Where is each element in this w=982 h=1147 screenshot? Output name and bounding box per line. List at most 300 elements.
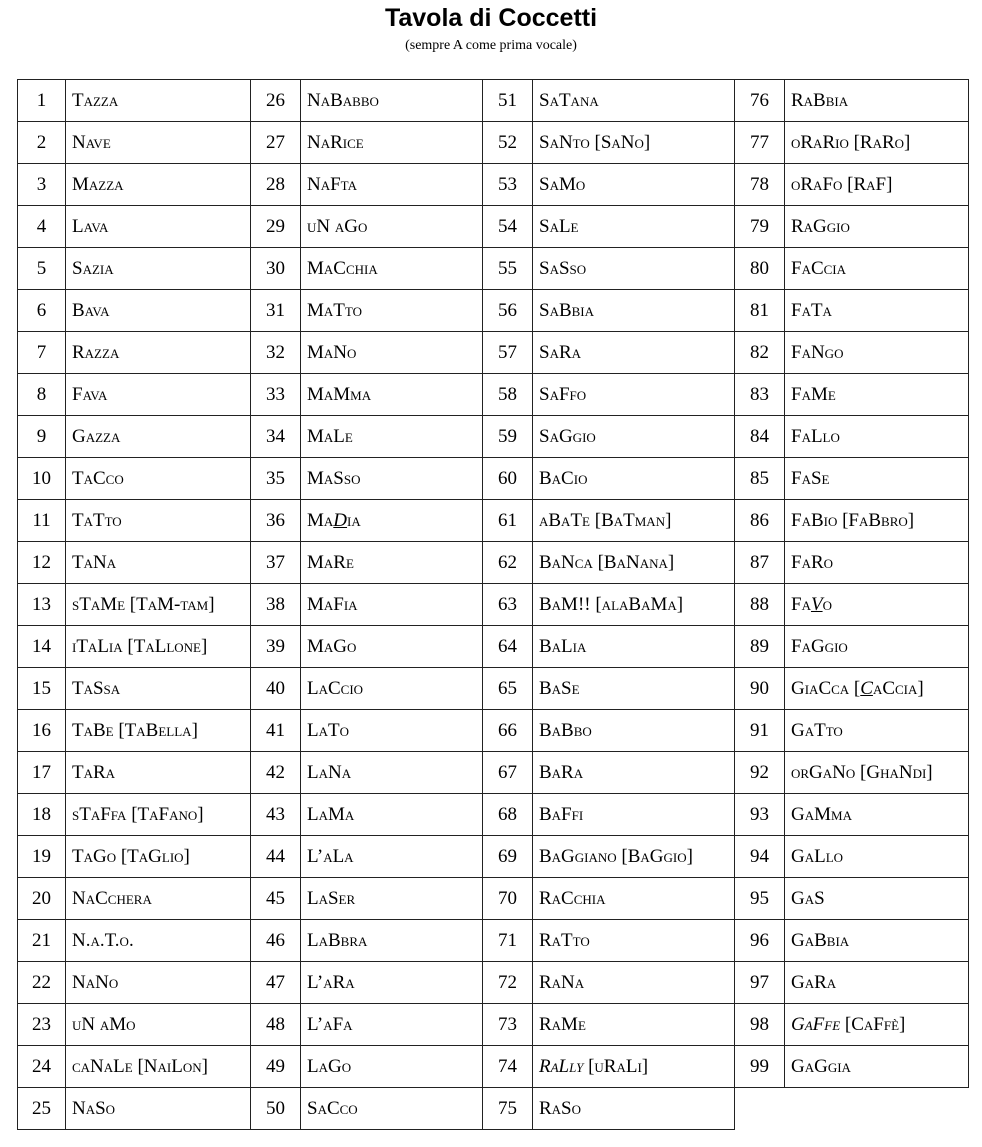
entry-word — [66, 122, 251, 164]
word-segment: LaMa — [307, 803, 355, 825]
entry-word — [785, 500, 969, 542]
entry-word — [301, 710, 483, 752]
word-segment: TaGo [TaGlio] — [72, 845, 190, 867]
entry-number: 29 — [251, 206, 301, 248]
word-segment: FaNgo — [791, 341, 844, 363]
entry-number: 19 — [18, 836, 66, 878]
entry-word — [785, 836, 969, 878]
entry-number: 50 — [251, 1088, 301, 1130]
entry-number: 26 — [251, 80, 301, 122]
entry-word — [533, 206, 735, 248]
word-segment: N.a.T.o. — [72, 929, 134, 951]
table-row — [18, 584, 969, 626]
entry-number: 52 — [483, 122, 533, 164]
entry-number: 89 — [735, 626, 785, 668]
entry-word — [785, 668, 969, 710]
entry-number: 59 — [483, 416, 533, 458]
word-segment: aCcia] — [872, 677, 924, 699]
entry-number: 95 — [735, 878, 785, 920]
word-segment: V — [810, 593, 823, 615]
word-segment: LaTo — [307, 719, 349, 741]
table-row — [18, 962, 969, 1004]
entry-word — [301, 962, 483, 1004]
entry-word — [785, 416, 969, 458]
entry-word — [785, 206, 969, 248]
word-segment: MaNo — [307, 341, 357, 363]
word-segment: Ma — [307, 509, 334, 531]
entry-word — [66, 206, 251, 248]
word-segment: GaBbia — [791, 929, 850, 951]
word-segment: TaRa — [72, 761, 116, 783]
entry-word — [66, 1004, 251, 1046]
word-segment: BaFfi — [539, 803, 584, 825]
word-segment: uN aMo — [72, 1013, 136, 1035]
entry-number: 17 — [18, 752, 66, 794]
word-segment: Fava — [72, 383, 108, 405]
entry-word — [301, 1088, 483, 1130]
entry-word — [785, 794, 969, 836]
table-row — [18, 542, 969, 584]
word-segment: FaTa — [791, 299, 832, 321]
entry-word — [66, 962, 251, 1004]
entry-word — [301, 290, 483, 332]
word-segment: FaBio [FaBbro] — [791, 509, 915, 531]
entry-number: 68 — [483, 794, 533, 836]
entry-number: 28 — [251, 164, 301, 206]
word-segment: sTaFfa [TaFano] — [72, 803, 204, 825]
table-row — [18, 122, 969, 164]
table-row — [18, 1004, 969, 1046]
entry-word — [533, 542, 735, 584]
entry-word — [533, 584, 735, 626]
coccetti-table — [17, 79, 969, 1130]
entry-number: 83 — [735, 374, 785, 416]
word-segment: GaS — [791, 887, 825, 909]
word-segment: LaGo — [307, 1055, 352, 1077]
word-segment: SaGgio — [539, 425, 596, 447]
word-segment: TaSsa — [72, 677, 121, 699]
word-segment: ia — [347, 509, 361, 531]
entry-word — [533, 878, 735, 920]
entry-word — [785, 962, 969, 1004]
empty-cell — [785, 1088, 969, 1130]
entry-word — [66, 584, 251, 626]
entry-number: 81 — [735, 290, 785, 332]
word-segment: TaCco — [72, 467, 124, 489]
table-row — [18, 374, 969, 416]
entry-number: 34 — [251, 416, 301, 458]
entry-word — [785, 122, 969, 164]
entry-word — [785, 248, 969, 290]
entry-number: 60 — [483, 458, 533, 500]
entry-word — [533, 122, 735, 164]
entry-number: 42 — [251, 752, 301, 794]
word-segment: aBaTe [BaTman] — [539, 509, 672, 531]
entry-word — [66, 794, 251, 836]
entry-number: 64 — [483, 626, 533, 668]
entry-number: 16 — [18, 710, 66, 752]
entry-number: 40 — [251, 668, 301, 710]
entry-number: 70 — [483, 878, 533, 920]
entry-number: 78 — [735, 164, 785, 206]
word-segment: MaMma — [307, 383, 372, 405]
entry-word — [533, 164, 735, 206]
table-row — [18, 248, 969, 290]
entry-word — [533, 374, 735, 416]
entry-word — [66, 332, 251, 374]
entry-number: 10 — [18, 458, 66, 500]
entry-word — [785, 710, 969, 752]
entry-number: 30 — [251, 248, 301, 290]
entry-word — [301, 1004, 483, 1046]
word-segment: TaBe [TaBella] — [72, 719, 198, 741]
entry-number: 87 — [735, 542, 785, 584]
word-segment: MaCchia — [307, 257, 378, 279]
entry-word — [785, 1046, 969, 1088]
word-segment: Tazza — [72, 89, 119, 111]
entry-word — [301, 584, 483, 626]
entry-number: 38 — [251, 584, 301, 626]
word-segment: MaTto — [307, 299, 362, 321]
table-body — [18, 80, 969, 1130]
word-segment: NaRice — [307, 131, 364, 153]
entry-number: 23 — [18, 1004, 66, 1046]
entry-word — [301, 542, 483, 584]
word-segment: SaFfo — [539, 383, 587, 405]
entry-number: 56 — [483, 290, 533, 332]
entry-word — [301, 122, 483, 164]
entry-word — [66, 164, 251, 206]
table-row — [18, 626, 969, 668]
entry-number: 80 — [735, 248, 785, 290]
word-segment: uN aGo — [307, 215, 368, 237]
word-segment: SaTana — [539, 89, 599, 111]
word-segment: FaLlo — [791, 425, 840, 447]
entry-word — [66, 80, 251, 122]
word-segment: FaRo — [791, 551, 834, 573]
word-segment: MaRe — [307, 551, 354, 573]
entry-number: 92 — [735, 752, 785, 794]
word-segment: MaSso — [307, 467, 361, 489]
entry-word — [785, 80, 969, 122]
entry-word — [533, 752, 735, 794]
entry-word — [66, 458, 251, 500]
table-row — [18, 710, 969, 752]
word-segment: TaTto — [72, 509, 122, 531]
word-segment: Nave — [72, 131, 111, 153]
entry-number: 2 — [18, 122, 66, 164]
word-segment: GaLlo — [791, 845, 844, 867]
entry-word — [66, 668, 251, 710]
empty-cell — [735, 1088, 785, 1130]
entry-number: 88 — [735, 584, 785, 626]
entry-number: 86 — [735, 500, 785, 542]
word-segment: Sazia — [72, 257, 114, 279]
entry-number: 72 — [483, 962, 533, 1004]
word-segment: SaMo — [539, 173, 586, 195]
entry-number: 33 — [251, 374, 301, 416]
word-segment: LaCcio — [307, 677, 364, 699]
entry-number: 13 — [18, 584, 66, 626]
word-segment: L’aRa — [307, 971, 355, 993]
page-title: Tavola di Coccetti — [384, 4, 598, 32]
entry-number: 98 — [735, 1004, 785, 1046]
word-segment: [uRaLi] — [583, 1055, 649, 1077]
word-segment: RaGgio — [791, 215, 850, 237]
word-segment: SaBbia — [539, 299, 595, 321]
entry-number: 54 — [483, 206, 533, 248]
word-segment: NaBabbo — [307, 89, 379, 111]
word-segment: Mazza — [72, 173, 124, 195]
word-segment: Lava — [72, 215, 109, 237]
entry-word — [533, 626, 735, 668]
entry-word — [785, 290, 969, 332]
word-segment: oRaFo [RaF] — [791, 173, 893, 195]
entry-word — [533, 962, 735, 1004]
entry-word — [533, 836, 735, 878]
entry-word — [66, 542, 251, 584]
entry-number: 7 — [18, 332, 66, 374]
entry-word — [66, 416, 251, 458]
entry-number: 39 — [251, 626, 301, 668]
table-row — [18, 416, 969, 458]
entry-number: 94 — [735, 836, 785, 878]
entry-number: 69 — [483, 836, 533, 878]
table-row — [18, 920, 969, 962]
entry-word — [533, 668, 735, 710]
entry-word — [301, 416, 483, 458]
word-segment: BaM!! [alaBaMa] — [539, 593, 684, 615]
entry-word — [533, 290, 735, 332]
entry-word — [301, 836, 483, 878]
word-segment: LaBbra — [307, 929, 368, 951]
word-segment: Fa — [791, 593, 811, 615]
entry-word — [785, 626, 969, 668]
word-segment: MaFia — [307, 593, 358, 615]
word-segment: NaFta — [307, 173, 357, 195]
table-row — [18, 1046, 969, 1088]
word-segment: BaLia — [539, 635, 587, 657]
entry-number: 62 — [483, 542, 533, 584]
word-segment: caNaLe [NaiLon] — [72, 1055, 208, 1077]
entry-number: 43 — [251, 794, 301, 836]
word-segment: BaBbo — [539, 719, 592, 741]
entry-number: 32 — [251, 332, 301, 374]
entry-word — [785, 458, 969, 500]
entry-number: 84 — [735, 416, 785, 458]
word-segment: sTaMe [TaM-tam] — [72, 593, 215, 615]
word-segment: L’aLa — [307, 845, 354, 867]
entry-word — [66, 1088, 251, 1130]
word-segment: SaCco — [307, 1097, 358, 1119]
word-segment: FaMe — [791, 383, 836, 405]
word-segment: SaNto [SaNo] — [539, 131, 651, 153]
entry-word — [301, 878, 483, 920]
entry-word — [66, 1046, 251, 1088]
entry-number: 11 — [18, 500, 66, 542]
word-segment: RaCchia — [539, 887, 606, 909]
word-segment: MaGo — [307, 635, 357, 657]
entry-number: 5 — [18, 248, 66, 290]
entry-number: 27 — [251, 122, 301, 164]
entry-number: 46 — [251, 920, 301, 962]
word-segment: o — [822, 593, 832, 615]
word-segment: BaRa — [539, 761, 584, 783]
entry-word — [785, 752, 969, 794]
entry-number: 99 — [735, 1046, 785, 1088]
entry-word — [785, 920, 969, 962]
word-segment: Gazza — [72, 425, 121, 447]
entry-word — [301, 206, 483, 248]
entry-number: 71 — [483, 920, 533, 962]
entry-number: 58 — [483, 374, 533, 416]
entry-number: 15 — [18, 668, 66, 710]
entry-word — [301, 500, 483, 542]
word-segment: orGaNo [GhaNdi] — [791, 761, 933, 783]
entry-number: 51 — [483, 80, 533, 122]
entry-number: 74 — [483, 1046, 533, 1088]
entry-word — [533, 248, 735, 290]
table-row — [18, 80, 969, 122]
entry-word — [533, 458, 735, 500]
entry-number: 82 — [735, 332, 785, 374]
word-segment: NaNo — [72, 971, 119, 993]
entry-word — [533, 416, 735, 458]
entry-number: 14 — [18, 626, 66, 668]
word-segment: FaCcia — [791, 257, 847, 279]
entry-number: 12 — [18, 542, 66, 584]
page-subtitle: (sempre A come prima vocale) — [405, 38, 577, 53]
entry-number: 61 — [483, 500, 533, 542]
entry-word — [785, 164, 969, 206]
entry-word — [533, 920, 735, 962]
word-segment: BaGgiano [BaGgio] — [539, 845, 693, 867]
entry-number: 96 — [735, 920, 785, 962]
table-row — [18, 332, 969, 374]
word-segment: D — [333, 509, 348, 531]
table-row — [18, 206, 969, 248]
word-segment: GaRa — [791, 971, 837, 993]
word-segment: SaRa — [539, 341, 582, 363]
entry-word — [301, 626, 483, 668]
entry-number: 55 — [483, 248, 533, 290]
word-segment: Bava — [72, 299, 110, 321]
word-segment: MaLe — [307, 425, 353, 447]
entry-number: 49 — [251, 1046, 301, 1088]
entry-word — [533, 80, 735, 122]
entry-word — [66, 500, 251, 542]
entry-word — [533, 710, 735, 752]
entry-word — [785, 332, 969, 374]
entry-number: 63 — [483, 584, 533, 626]
entry-number: 73 — [483, 1004, 533, 1046]
entry-number: 37 — [251, 542, 301, 584]
entry-number: 93 — [735, 794, 785, 836]
entry-word — [66, 752, 251, 794]
entry-number: 65 — [483, 668, 533, 710]
entry-word — [66, 374, 251, 416]
word-segment: BaSe — [539, 677, 580, 699]
entry-word — [66, 920, 251, 962]
entry-number: 21 — [18, 920, 66, 962]
word-segment: RaMe — [539, 1013, 586, 1035]
entry-word — [533, 332, 735, 374]
entry-word — [66, 248, 251, 290]
entry-word — [66, 710, 251, 752]
word-segment: FaGgio — [791, 635, 848, 657]
entry-number: 24 — [18, 1046, 66, 1088]
entry-word — [66, 836, 251, 878]
entry-number: 91 — [735, 710, 785, 752]
word-segment: C — [860, 677, 873, 699]
word-segment: oRaRio [RaRo] — [791, 131, 911, 153]
entry-number: 53 — [483, 164, 533, 206]
entry-number: 3 — [18, 164, 66, 206]
entry-number: 36 — [251, 500, 301, 542]
entry-number: 25 — [18, 1088, 66, 1130]
entry-word — [66, 290, 251, 332]
entry-word — [301, 752, 483, 794]
word-segment: GaMma — [791, 803, 852, 825]
entry-word — [301, 668, 483, 710]
entry-word — [785, 878, 969, 920]
entry-number: 77 — [735, 122, 785, 164]
entry-number: 20 — [18, 878, 66, 920]
entry-word — [301, 374, 483, 416]
word-segment: BaNca [BaNana] — [539, 551, 675, 573]
entry-number: 35 — [251, 458, 301, 500]
entry-number: 31 — [251, 290, 301, 332]
entry-word — [533, 500, 735, 542]
entry-word — [785, 1004, 969, 1046]
table-row — [18, 752, 969, 794]
entry-number: 67 — [483, 752, 533, 794]
entry-number: 1 — [18, 80, 66, 122]
entry-word — [533, 1046, 735, 1088]
entry-word — [66, 626, 251, 668]
entry-word — [301, 458, 483, 500]
entry-word — [301, 248, 483, 290]
word-segment: GaTto — [791, 719, 843, 741]
entry-word — [785, 374, 969, 416]
word-segment: [CaFfè] — [840, 1013, 906, 1035]
table-row — [18, 668, 969, 710]
entry-word — [301, 794, 483, 836]
entry-number: 57 — [483, 332, 533, 374]
word-segment: GiaCca [ — [791, 677, 861, 699]
table-row — [18, 1088, 969, 1130]
word-segment: FaSe — [791, 467, 830, 489]
table-row — [18, 500, 969, 542]
entry-word — [785, 584, 969, 626]
word-segment: NaSo — [72, 1097, 116, 1119]
entry-word — [301, 1046, 483, 1088]
entry-word — [301, 164, 483, 206]
word-segment: LaNa — [307, 761, 352, 783]
entry-word — [533, 1004, 735, 1046]
word-segment: Razza — [72, 341, 120, 363]
entry-word — [533, 794, 735, 836]
entry-number: 9 — [18, 416, 66, 458]
entry-number: 6 — [18, 290, 66, 332]
table-row — [18, 458, 969, 500]
entry-number: 90 — [735, 668, 785, 710]
table-row — [18, 290, 969, 332]
entry-number: 45 — [251, 878, 301, 920]
entry-number: 79 — [735, 206, 785, 248]
word-segment: RaTto — [539, 929, 590, 951]
entry-number: 47 — [251, 962, 301, 1004]
